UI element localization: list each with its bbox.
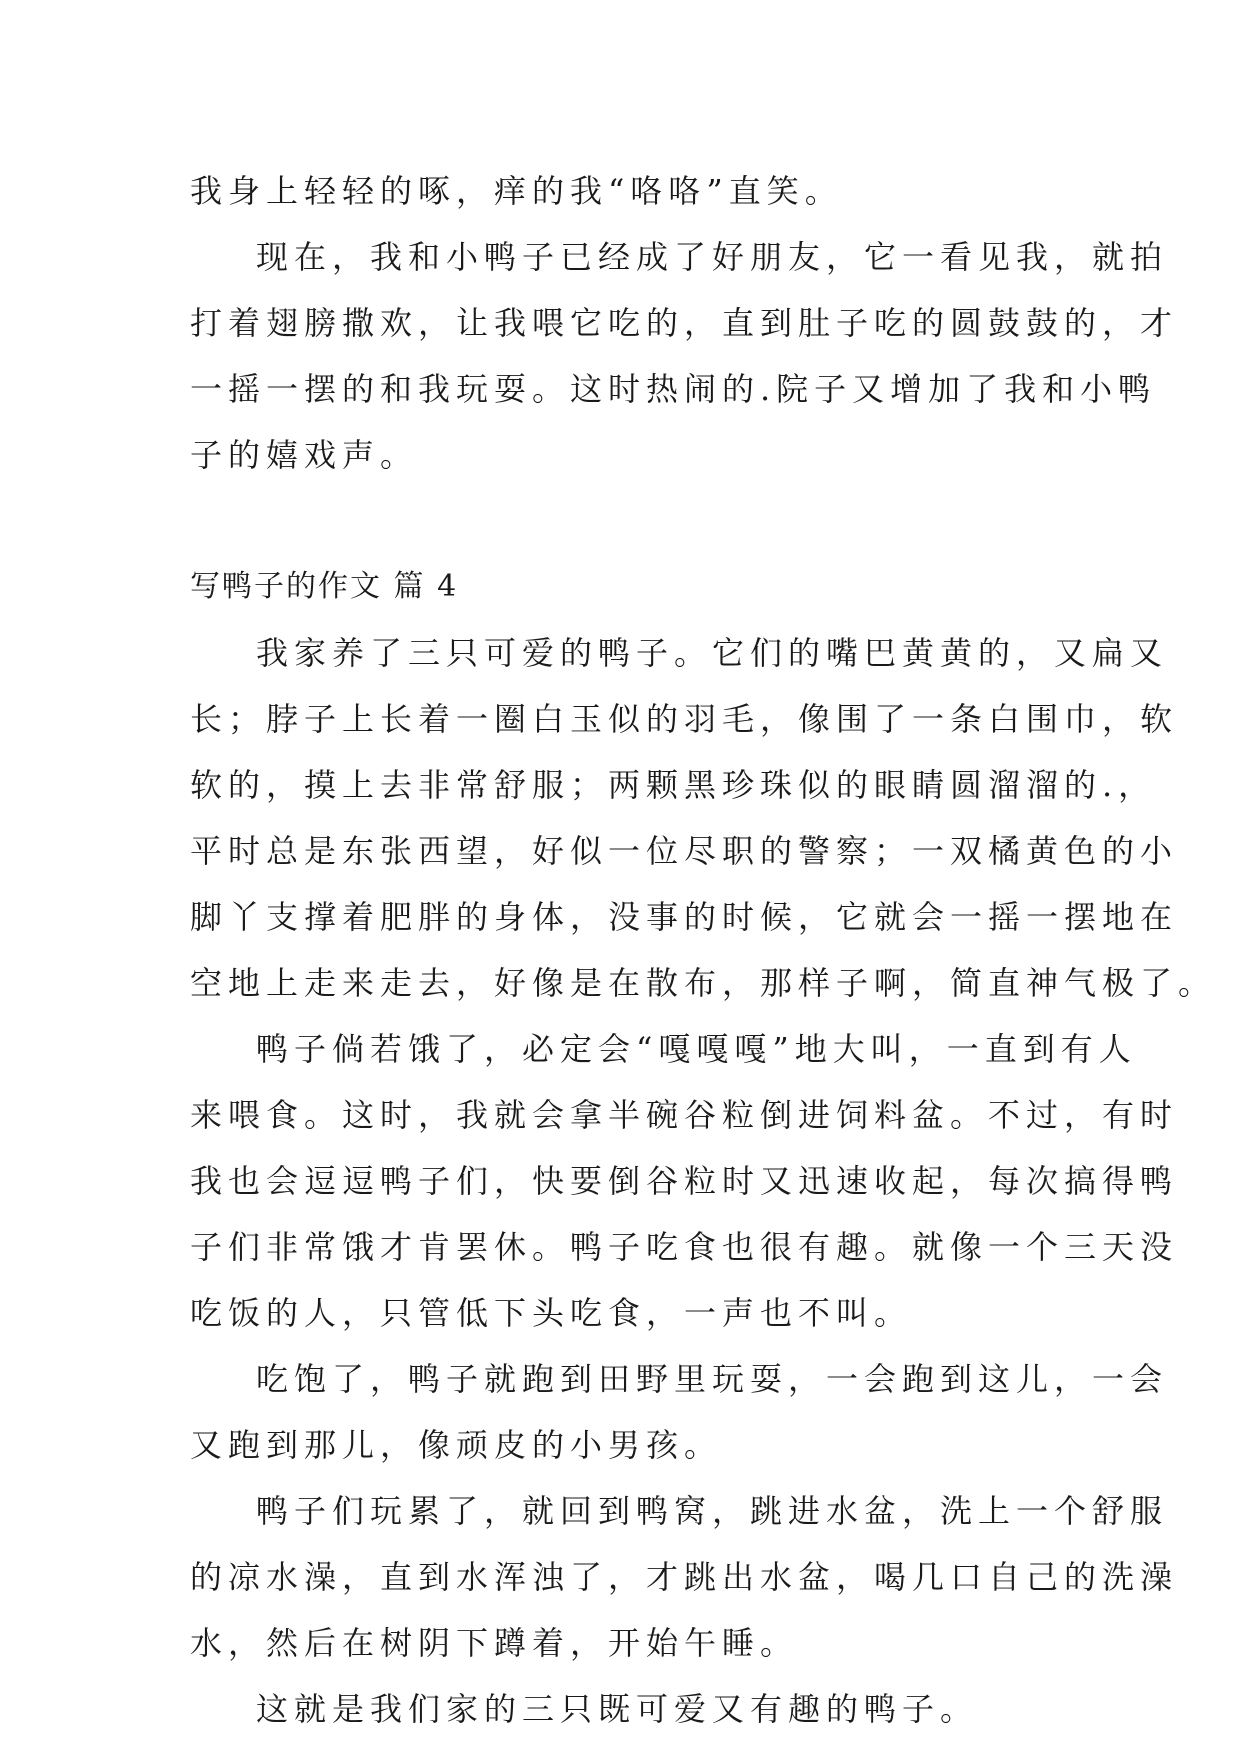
section-gap [190, 488, 1060, 554]
text-line: 我身上轻轻的啄，痒的我“咯咯”直笑。 [190, 172, 843, 210]
text-line: 软的，摸上去非常舒服；两颗黑珍珠似的眼睛圆溜溜的.， [190, 766, 1157, 804]
document-page [190, 158, 1217, 1742]
text-line: 子的嬉戏声。 [190, 436, 419, 474]
text-line: 打着翅膀撒欢，让我喂它吃的，直到肚子吃的圆鼓鼓的，才 [190, 304, 1179, 342]
text-line: 一摇一摆的和我玩耍。这时热闹的.院子又增加了我和小鸭 [190, 370, 1157, 408]
paragraph-start-line: 鸭子们玩累了，就回到鸭窝，跳进水盆，洗上一个舒服 [256, 1492, 1169, 1530]
text-line: 又跑到那儿，像顽皮的小男孩。 [190, 1426, 723, 1464]
section-heading: 写鸭子的作文 篇 4 [190, 569, 459, 604]
text-line: 长；脖子上长着一圈白玉似的羽毛，像围了一条白围巾，软 [190, 700, 1179, 738]
text-line: 吃饭的人，只管低下头吃食，一声也不叫。 [190, 1294, 913, 1332]
text-line: 我也会逗逗鸭子们，快要倒谷粒时又迅速收起，每次搞得鸭 [190, 1162, 1179, 1200]
paragraph-start-line: 这就是我们家的三只既可爱又有趣的鸭子。 [256, 1690, 979, 1728]
text-line: 平时总是东张西望，好似一位尽职的警察；一双橘黄色的小 [190, 832, 1179, 870]
paragraph-start-line: 鸭子倘若饿了，必定会“嘎嘎嘎”地大叫，一直到有人 [256, 1030, 1137, 1068]
paragraph-start-line: 吃饱了，鸭子就跑到田野里玩耍，一会跑到这儿，一会 [256, 1360, 1169, 1398]
text-line: 脚丫支撑着肥胖的身体，没事的时候，它就会一摇一摆地在 [190, 898, 1179, 936]
paragraph-start-line: 我家养了三只可爱的鸭子。它们的嘴巴黄黄的，又扁又 [256, 634, 1169, 672]
text-line: 空地上走来走去，好像是在散布，那样子啊，简直神气极了。 [190, 964, 1217, 1002]
text-line: 子们非常饿才肯罢休。鸭子吃食也很有趣。就像一个三天没 [190, 1228, 1179, 1266]
paragraph-start-line: 现在，我和小鸭子已经成了好朋友，它一看见我，就拍 [256, 238, 1169, 276]
text-line: 来喂食。这时，我就会拿半碗谷粒倒进饲料盆。不过，有时 [190, 1096, 1179, 1134]
text-line: 的凉水澡，直到水浑浊了，才跳出水盆，喝几口自己的洗澡 [190, 1558, 1179, 1596]
text-line: 水，然后在树阴下蹲着，开始午睡。 [190, 1624, 799, 1662]
